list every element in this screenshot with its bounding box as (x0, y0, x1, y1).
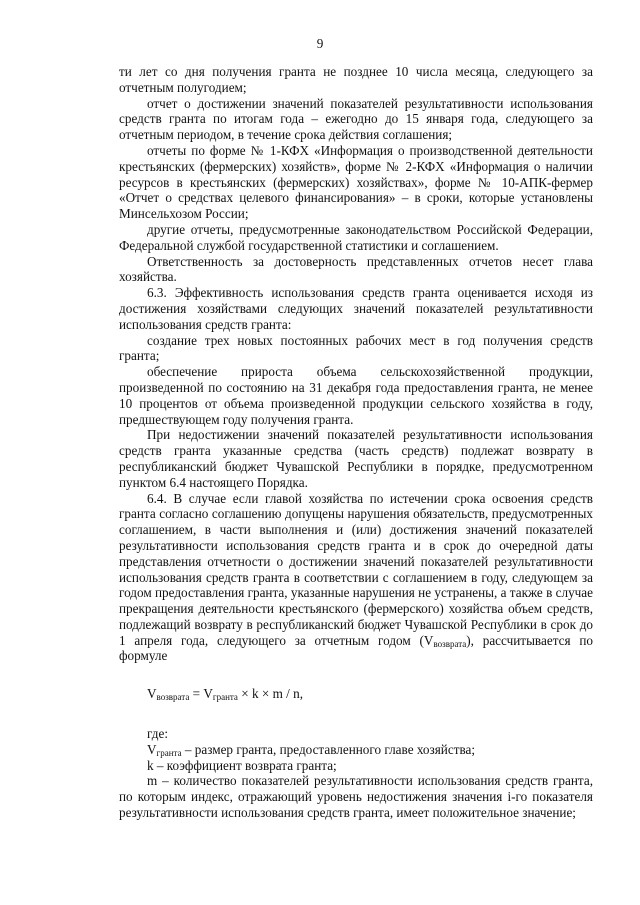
document-body (119, 64, 593, 821)
formula (147, 686, 593, 702)
paragraph: Ответственность за достоверность представленных отчетов несет глава хозяйства. (119, 253, 593, 285)
formula-eq: = V (189, 686, 213, 702)
paragraph: обеспечение прироста объема сельскохозяйственной продукции, произведенной по состоянию на 31 декабря года предоставления гранта, не менее 10 процентов от объема произведенной продукции сельского хозяйства в году, предшествующем году получения гранта. (119, 364, 593, 427)
formula-rest: × k × m / n, (237, 686, 303, 702)
paragraph: создание трех новых постоянных рабочих мест в год получения средств гранта; (119, 332, 593, 364)
definition-v-sub: гранта (156, 747, 182, 758)
definition-k: k – коэффициент возврата гранта; (147, 757, 337, 773)
formula-sub-grant: гранта (212, 692, 238, 703)
paragraph: отчеты по форме № 1-КФХ «Информация о производственной деятельности крестьянских (фермерских) хозяйств», форме № 2-КФХ «Информация о наличии ресурсов в крестьянских (фермерских) хозяйствах», форме № 10-АПК-фермер «Отчет о средствах целевого финансирования» – в сроки, которые установлены Минсельхозом России; (119, 142, 593, 222)
definition-m: m – количество показателей результативности использования средств гранта, по которым индекс, отражающий уровень недостижения значения i-го показателя результативности использования средств гранта, имеет положительное значение; (119, 773, 593, 821)
subscript: возврата (433, 638, 467, 649)
paragraph-6-4 (119, 491, 593, 665)
paragraph: 6.3. Эффективность использования средств гранта оценивается исходя из достижения хозяйствами следующих значений показателей результативности использования средств гранта: (119, 285, 593, 332)
definition-v-text: – размер гранта, предоставленного главе хозяйства; (181, 741, 476, 757)
paragraph: ти лет со дня получения гранта не позднее 10 числа месяца, следующего за отчетным полугодием; (119, 64, 593, 95)
formula-sub-return: возврата (156, 692, 190, 703)
paragraph: При недостижении значений показателей результативности использования средств гранта указанные средства (часть средств) подлежат возврату в республиканский бюджет Чувашской Республики в порядке, предусмотренном пунктом 6.4 настоящего Порядка. (119, 427, 593, 490)
paragraph: отчет о достижении значений показателей результативности использования средств гранта по итогам года – ежегодно до 15 января года, следующего за отчетным периодом, в течение срока действия соглашения; (119, 95, 593, 143)
where-label: где: (147, 726, 168, 742)
formula-v: V (147, 686, 157, 702)
paragraph: другие отчеты, предусмотренные законодательством Российской Федерации, Федеральной службой государственной статистики и соглашением. (119, 221, 593, 253)
page-number: 9 (316, 36, 324, 51)
definition-v-symbol: V (147, 741, 157, 757)
paragraph-6-4-end: ), рассчитывается по формуле (119, 632, 593, 664)
definition-v (119, 742, 593, 758)
paragraph-6-4-text: 6.4. В случае если главой хозяйства по истечении срока освоения средств гранта согласно соглашению допущены нарушения обязательств, предусмотренных соглашением, в части выполнения и (или) достижения значений показателей результативности использования средств гранта и в срок до очередной даты представления отчетности о достижении значений показателей результативности использования средств гранта в соответствии с соглашением в году, следующем за годом предоставления гранта, указанные нарушения не устранены, а также в случае прекращения деятельности крестьянского (фермерского) хозяйства объем средств, подлежащий возврату в республиканский бюджет Чувашской Республики в срок до 1 апреля года, следующего за отчетным годом (V (119, 490, 593, 648)
